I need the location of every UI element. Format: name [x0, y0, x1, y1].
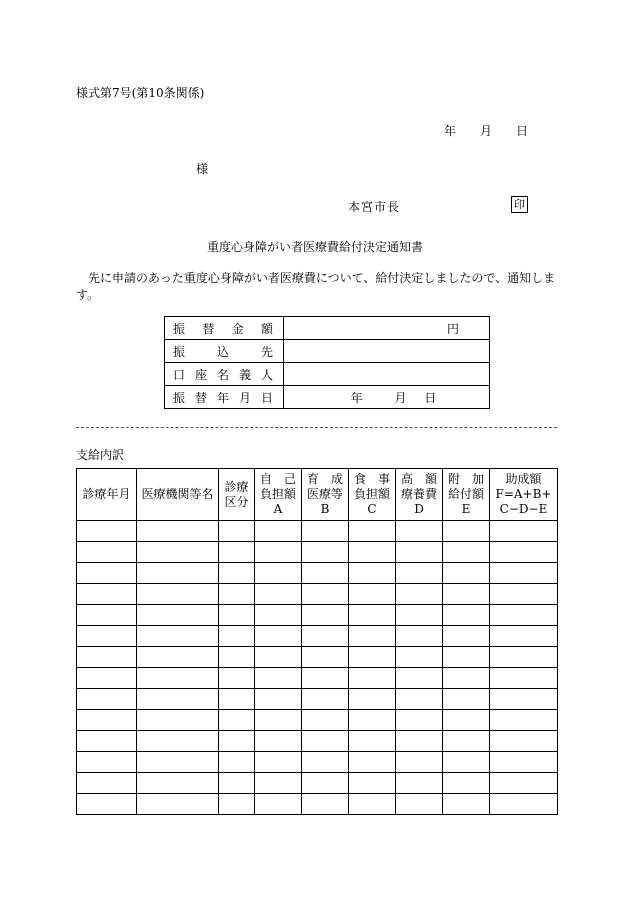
transfer-date-day: 日 [424, 390, 437, 405]
transfer-row-amount [165, 317, 490, 340]
table-cell [77, 773, 137, 794]
table-cell [255, 752, 302, 773]
issue-date [444, 122, 528, 139]
table-cell [255, 689, 302, 710]
table-cell [255, 710, 302, 731]
header-self-payment [255, 469, 302, 521]
header-rehab-medical-text: 育 成 医療等 B [306, 472, 343, 516]
table-cell [443, 710, 490, 731]
table-cell [349, 626, 396, 647]
table-cell [349, 773, 396, 794]
table-cell [255, 563, 302, 584]
table-cell [255, 542, 302, 563]
header-treatment-month [77, 469, 137, 521]
table-cell [490, 710, 558, 731]
header-institution-name [137, 469, 219, 521]
notice-body: 先に申請のあった重度心身障がい者医療費について、給付決定しましたので、通知します。 [76, 271, 556, 302]
date-day: 日 [516, 124, 529, 138]
table-cell [77, 605, 137, 626]
transfer-destination-value [284, 340, 490, 363]
table-cell [443, 605, 490, 626]
table-cell [302, 689, 349, 710]
table-cell [396, 752, 443, 773]
table-cell [255, 647, 302, 668]
header-subsidy-amount [490, 469, 558, 521]
table-cell [349, 752, 396, 773]
table-cell [349, 710, 396, 731]
transfer-date-value [284, 386, 490, 409]
document-title: 重度心身障がい者医療費給付決定通知書 [206, 240, 423, 254]
table-cell [77, 752, 137, 773]
label-account-holder: 口座名義人 [165, 363, 284, 386]
table-cell [77, 563, 137, 584]
table-cell [349, 668, 396, 689]
transfer-amount-value: 円 [284, 317, 490, 340]
table-cell [137, 626, 219, 647]
table-cell [490, 647, 558, 668]
table-cell [443, 626, 490, 647]
table-cell [396, 689, 443, 710]
table-cell [219, 584, 255, 605]
table-row [77, 689, 558, 710]
table-cell [137, 605, 219, 626]
table-cell [137, 563, 219, 584]
table-row [77, 584, 558, 605]
table-cell [219, 710, 255, 731]
table-cell [490, 605, 558, 626]
table-cell [443, 668, 490, 689]
table-cell [255, 605, 302, 626]
label-transfer-amount: 振替金額 [165, 317, 284, 340]
table-cell [302, 605, 349, 626]
date-month: 月 [480, 124, 493, 138]
table-cell [349, 563, 396, 584]
table-cell [302, 668, 349, 689]
table-cell [302, 626, 349, 647]
table-cell [396, 668, 443, 689]
header-self-payment-text: 自 己 負担額 A [259, 472, 296, 516]
table-cell [219, 794, 255, 815]
date-year: 年 [444, 124, 457, 138]
header-institution-name-text: 医療機関等名 [141, 487, 214, 501]
header-rehab-medical [302, 469, 349, 521]
table-cell [349, 731, 396, 752]
payment-detail-table [76, 468, 558, 815]
table-cell [137, 542, 219, 563]
table-cell [349, 542, 396, 563]
table-cell [302, 773, 349, 794]
table-cell [490, 626, 558, 647]
table-cell [77, 584, 137, 605]
table-cell [219, 773, 255, 794]
addressee-suffix: 様 [196, 162, 209, 176]
table-cell [396, 794, 443, 815]
table-cell [396, 773, 443, 794]
table-cell [490, 563, 558, 584]
account-holder-value [284, 363, 490, 386]
table-cell [219, 752, 255, 773]
table-cell [137, 647, 219, 668]
table-cell [137, 521, 219, 542]
table-cell [302, 710, 349, 731]
table-cell [302, 647, 349, 668]
issuer-name: 本宮市長 [348, 200, 401, 214]
table-cell [219, 521, 255, 542]
seal-mark: 印 [511, 196, 528, 213]
transfer-row-destination [165, 340, 490, 363]
label-transfer-destination: 振込先 [165, 340, 284, 363]
table-cell [396, 542, 443, 563]
transfer-row-date [165, 386, 490, 409]
table-cell [219, 689, 255, 710]
table-cell [302, 521, 349, 542]
table-cell [349, 794, 396, 815]
header-treatment-month-text: 診療年月 [82, 487, 131, 501]
dashed-divider [76, 427, 557, 428]
table-cell [219, 563, 255, 584]
table-cell [443, 752, 490, 773]
header-treatment-category-text: 診療 区分 [224, 479, 249, 509]
header-additional-benefit [443, 469, 490, 521]
transfer-date-month: 月 [394, 390, 407, 405]
table-cell [255, 668, 302, 689]
table-cell [443, 689, 490, 710]
detail-section-label: 支給内訳 [76, 448, 125, 462]
table-cell [396, 563, 443, 584]
table-cell [490, 584, 558, 605]
table-cell [77, 626, 137, 647]
table-cell [219, 668, 255, 689]
transfer-row-account-holder [165, 363, 490, 386]
header-high-cost [396, 469, 443, 521]
table-cell [77, 521, 137, 542]
table-cell [255, 794, 302, 815]
header-high-cost-text: 高 額 療養費 D [400, 472, 437, 516]
table-cell [396, 647, 443, 668]
table-row [77, 563, 558, 584]
table-row [77, 794, 558, 815]
table-row [77, 647, 558, 668]
table-cell [302, 542, 349, 563]
transfer-info-table [164, 316, 490, 409]
table-cell [490, 773, 558, 794]
table-cell [490, 731, 558, 752]
table-cell [137, 794, 219, 815]
table-cell [490, 689, 558, 710]
table-cell [255, 773, 302, 794]
table-cell [349, 689, 396, 710]
table-cell [219, 605, 255, 626]
table-cell [255, 626, 302, 647]
table-cell [77, 689, 137, 710]
table-cell [443, 794, 490, 815]
table-cell [443, 584, 490, 605]
table-row [77, 626, 558, 647]
table-cell [349, 647, 396, 668]
table-cell [219, 731, 255, 752]
table-cell [137, 710, 219, 731]
header-subsidy-amount-text: 助成額 F=A+B+ C−D−E [495, 472, 552, 516]
table-cell [490, 542, 558, 563]
table-cell [443, 521, 490, 542]
table-cell [77, 668, 137, 689]
table-cell [349, 584, 396, 605]
table-cell [396, 605, 443, 626]
label-transfer-date: 振替年月日 [165, 386, 284, 409]
table-cell [443, 773, 490, 794]
detail-body [77, 521, 558, 815]
table-row [77, 710, 558, 731]
table-cell [349, 605, 396, 626]
table-row [77, 773, 558, 794]
table-cell [443, 542, 490, 563]
table-row [77, 668, 558, 689]
table-cell [137, 731, 219, 752]
table-row [77, 752, 558, 773]
table-cell [77, 794, 137, 815]
table-cell [219, 626, 255, 647]
table-cell [349, 521, 396, 542]
table-cell [396, 584, 443, 605]
form-number: 様式第7号(第10条関係) [76, 86, 205, 100]
table-cell [302, 563, 349, 584]
table-cell [396, 731, 443, 752]
transfer-date-year: 年 [350, 390, 363, 405]
table-cell [77, 710, 137, 731]
table-cell [302, 752, 349, 773]
table-cell [255, 521, 302, 542]
table-cell [137, 584, 219, 605]
table-cell [219, 647, 255, 668]
table-cell [137, 752, 219, 773]
table-cell [302, 584, 349, 605]
table-cell [396, 626, 443, 647]
table-cell [443, 647, 490, 668]
table-cell [137, 773, 219, 794]
header-meal-payment-text: 食 事 負担額 C [353, 472, 390, 516]
table-row [77, 521, 558, 542]
table-row [77, 542, 558, 563]
table-cell [490, 521, 558, 542]
header-additional-benefit-text: 附 加 給付額 E [447, 472, 484, 516]
table-row [77, 605, 558, 626]
table-cell [77, 731, 137, 752]
table-cell [396, 521, 443, 542]
table-cell [302, 731, 349, 752]
table-cell [137, 668, 219, 689]
header-treatment-category [219, 469, 255, 521]
table-cell [255, 731, 302, 752]
table-cell [255, 584, 302, 605]
table-cell [396, 710, 443, 731]
table-cell [77, 542, 137, 563]
table-cell [219, 542, 255, 563]
table-cell [77, 647, 137, 668]
detail-header-row [77, 469, 558, 521]
header-meal-payment [349, 469, 396, 521]
table-cell [443, 731, 490, 752]
table-cell [443, 563, 490, 584]
table-row [77, 731, 558, 752]
table-cell [490, 794, 558, 815]
table-cell [490, 668, 558, 689]
table-cell [302, 794, 349, 815]
table-cell [137, 689, 219, 710]
table-cell [490, 752, 558, 773]
